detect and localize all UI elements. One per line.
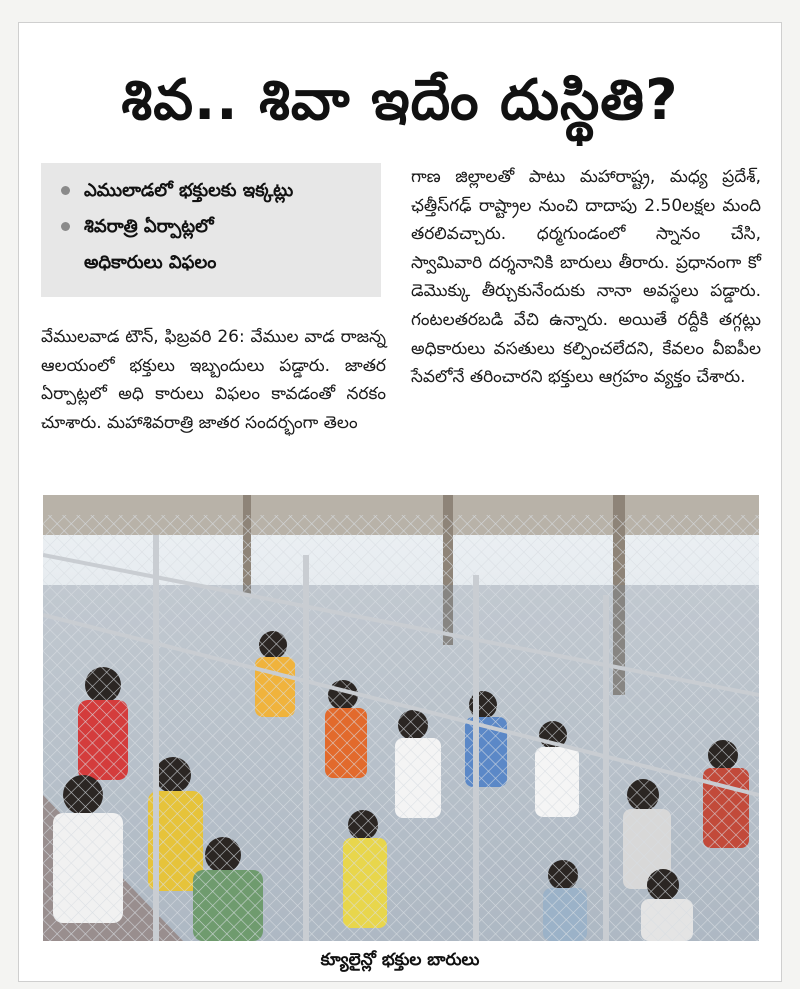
highlight-item bbox=[57, 209, 365, 245]
highlight-item bbox=[57, 173, 365, 209]
news-photo bbox=[43, 495, 759, 941]
highlight-text-continued: అధికారులు విఫలం bbox=[84, 252, 217, 273]
highlight-text: ఎములాడలో భక్తులకు ఇక్కట్లు bbox=[84, 180, 294, 201]
article-body-right: గాణ జిల్లాలతో పాటు మహారాష్ట్ర, మధ్య ప్రదేశ్, ఛత్తీస్‌గఢ్ రాష్ట్రాల నుంచి దాదాపు 2.50లక్షల మంది తరలివచ్చారు. ధర్మగుండంలో స్నానం చేసి, స్వామివారి దర్శనానికి బారులు తీరారు. ప్రధానంగా కో డెమొక్కు తీర్చుకునేందుకు నానా అవస్థలు పడ్డారు. గంటలతరబడి వేచి ఉన్నారు. అయితే రద్దీకి తగ్గట్లు అధికారులు వసతులు కల్పించలేదని, కేవలం వీఐపీల సేవలోనే తరించారని భక్తులు ఆగ్రహం వ్యక్తం చేశారు. bbox=[411, 167, 761, 388]
article-body-left: వేములవాడ టౌన్, ఫిబ్రవరి 26: వేముల వాడ రాజన్న ఆలయంలో భక్తులు ఇబ్బందులు పడ్డారు. జాతర ఏర్పాట్లలో అధి కారులు విఫలం కావడంతో నరకం చూశారు. మహాశివరాత్రి జాతర సందర్భంగా తెలం bbox=[41, 327, 386, 433]
bullet-icon bbox=[61, 222, 70, 231]
headline: శివ.. శివా ఇదేం దుస్థితి? bbox=[121, 68, 679, 133]
highlight-text: శివరాత్రి ఏర్పాట్లలో bbox=[84, 216, 214, 237]
crowd-queue-illustration bbox=[43, 495, 759, 941]
highlights-box bbox=[41, 163, 381, 297]
bullet-icon bbox=[61, 186, 70, 195]
news-clipping bbox=[18, 22, 782, 982]
photo-caption: క్యూలైన్లో భక్తుల బారులు bbox=[320, 950, 480, 970]
